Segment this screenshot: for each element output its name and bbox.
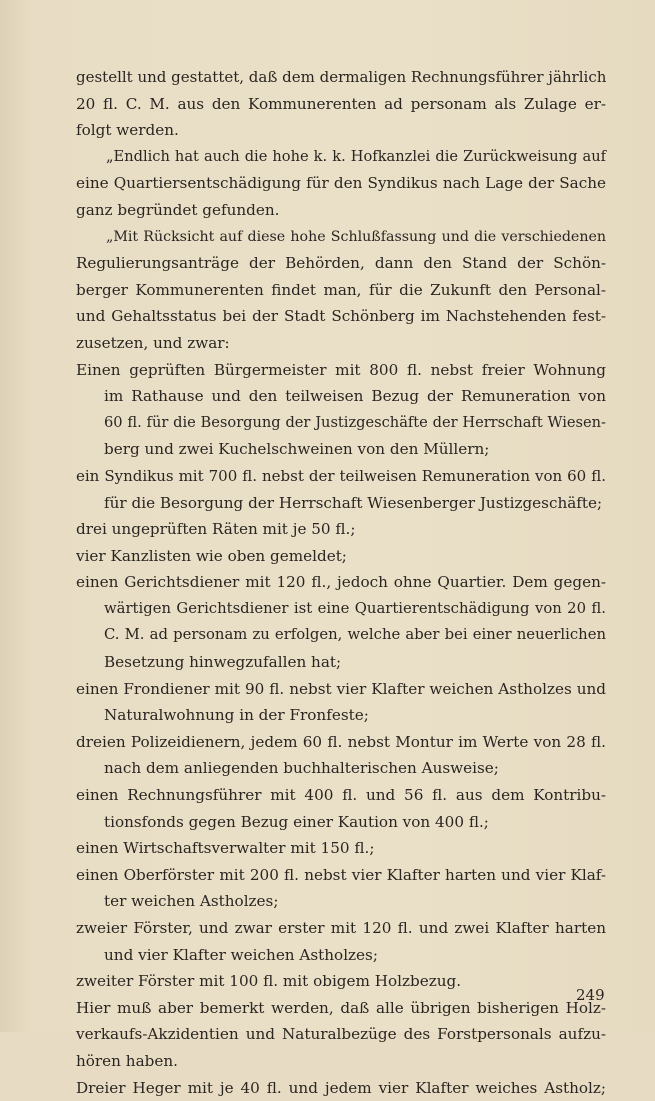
text-line: Hier muß aber bemerkt werden, daß alle übrigen bisherigen Holz- (76, 998, 606, 1017)
text-line: ein Syndikus mit 700 fl. nebst der teilweisen Remuneration von 60 fl. (76, 466, 606, 485)
text-line: im Rathause und den teilweisen Bezug der Remuneration von (104, 387, 606, 406)
text-line: C. M. ad personam zu erfolgen, welche aber bei einer neuerlichen (104, 626, 606, 644)
text-line: gestellt und gestattet, daß dem dermaligen Rechnungsführer jährlich (76, 68, 607, 86)
text-line: einen Frondiener mit 90 fl. nebst vier Klafter weichen Astholzes und (76, 679, 606, 698)
text-line: 60 fl. für die Besorgung der Justizgeschäfte der Herrschaft Wiesen- (104, 413, 606, 431)
text-line: Regulierungsanträge der Behörden, dann den Stand der Schön- (76, 254, 606, 273)
text-line: dreien Polizeidienern, jedem 60 fl. nebst Montur im Werte von 28 fl. (76, 732, 606, 751)
text-line: ganz begründet gefunden. (76, 200, 280, 219)
text-line: verkaufs-Akzidentien und Naturalbezüge des Forstpersonals aufzu- (76, 1025, 606, 1044)
text-line: berg und zwei Kuchelschweinen von den Müllern; (104, 440, 490, 459)
text-line: einen Wirtschaftsverwalter mit 150 fl.; (76, 839, 375, 858)
text-line: und Gehaltsstatus bei der Stadt Schönberg im Nachstehenden fest- (76, 307, 606, 326)
text-line: „Endlich hat auch die hohe k. k. Hofkanzlei die Zurückweisung auf (106, 147, 606, 165)
text-line: nach dem anliegenden buchhalterischen Ausweise; (104, 759, 499, 778)
text-line: „Mit Rücksicht auf diese hohe Schlußfassung und die verschiedenen (106, 228, 606, 245)
text-line: zusetzen, und zwar: (76, 333, 230, 352)
text-line: folgt werden. (76, 121, 179, 140)
text-line: hören haben. (76, 1051, 178, 1070)
text-line: 20 fl. C. M. aus den Kommunerenten ad personam als Zulage er- (76, 94, 606, 113)
text-line: einen Rechnungsführer mit 400 fl. und 56 fl. aus dem Kontribu- (76, 786, 606, 805)
text-line: Dreier Heger mit je 40 fl. und jedem vier Klafter weiches Astholz; (76, 1078, 606, 1097)
page-number: 249 (576, 986, 605, 1004)
text-line: Besetzung hinwegzufallen hat; (104, 653, 342, 672)
text-line: zweiter Förster mit 100 fl. mit obigem Holzbezug. (76, 972, 462, 991)
text-line: für die Besorgung der Herrschaft Wiesenberger Justizgeschäfte; (104, 493, 603, 512)
text-line: Naturalwohnung in der Fronfeste; (104, 706, 369, 725)
text-line: tionsfonds gegen Bezug einer Kaution von 400 fl.; (104, 812, 489, 831)
text-line: drei ungeprüften Räten mit je 50 fl.; (76, 520, 356, 539)
text-line: eine Quartiersentschädigung für den Syndikus nach Lage der Sache (76, 174, 606, 193)
text-line: Einen geprüften Bürgermeister mit 800 fl. nebst freier Wohnung (76, 360, 606, 379)
text-line: vier Kanzlisten wie oben gemeldet; (76, 546, 347, 565)
text-line: wärtigen Gerichtsdiener ist eine Quartierentschädigung von 20 fl. (104, 599, 606, 617)
text-line: ter weichen Astholzes; (104, 892, 279, 911)
text-line: und vier Klafter weichen Astholzes; (104, 945, 378, 964)
text-line: zweier Förster, und zwar erster mit 120 fl. und zwei Klafter harten (76, 919, 606, 937)
text-line: einen Oberförster mit 200 fl. nebst vier Klafter harten und vier Klaf- (76, 865, 606, 884)
text-line: berger Kommunerenten findet man, für die Zukunft den Personal- (76, 280, 606, 299)
page-text-block (76, 64, 606, 1101)
text-line: einen Gerichtsdiener mit 120 fl., jedoch ohne Quartier. Dem gegen- (76, 573, 606, 592)
